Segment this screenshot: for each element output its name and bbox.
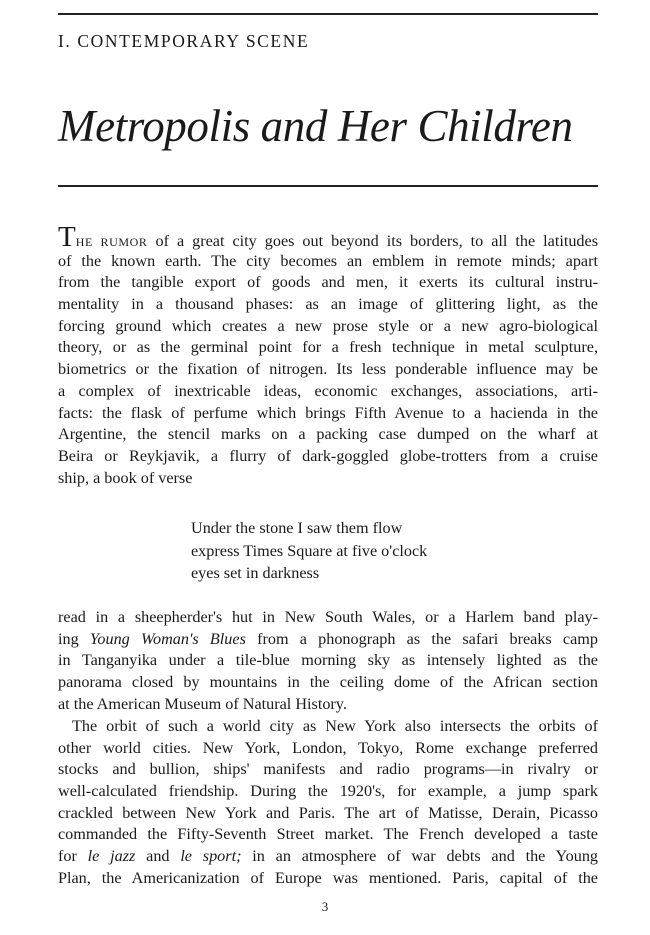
small-caps-opening: HE RUMOR bbox=[75, 235, 148, 249]
paragraph-line: ship, a book of verse bbox=[58, 468, 193, 487]
paragraph-line bbox=[58, 221, 598, 253]
paragraph-line: commanded the Fifty-Seventh Street market. The French developed a taste bbox=[58, 825, 598, 844]
paragraph-line: The orbit of such a world city as New York also intersects the orbits of bbox=[72, 717, 598, 735]
drop-cap: T bbox=[58, 221, 76, 253]
chapter-title: Metropolis and Her Children bbox=[58, 101, 573, 151]
verse-line: express Times Square at five o'clock bbox=[191, 541, 428, 560]
section-heading: I. CONTEMPORARY SCENE bbox=[58, 31, 310, 51]
verse-line: Under the stone I saw them flow bbox=[191, 519, 403, 537]
opening-line-text: of a great city goes out beyond its borders, to all the latitudes bbox=[147, 232, 598, 250]
paragraph-line: at the American Museum of Natural History. bbox=[58, 694, 347, 713]
italic-term: le jazz bbox=[87, 847, 136, 866]
text-run: ing bbox=[58, 629, 90, 648]
paragraph-line bbox=[58, 629, 598, 651]
paragraph-line: stocks and bullion, ships' manifests and radio programs—in rivalry or bbox=[58, 760, 598, 779]
paragraph-line: Plan, the Americanization of Europe was mentioned. Paris, capital of the bbox=[58, 868, 598, 887]
paragraph-line: read in a sheepherder's hut in New South Wales, or a Harlem band play- bbox=[58, 608, 598, 626]
verse-quote bbox=[191, 517, 427, 585]
paragraph-line: Argentine, the stencil marks on a packing case dumped on the wharf at bbox=[58, 425, 598, 444]
paragraph-line: of the known earth. The city becomes an emblem in remote minds; apart bbox=[58, 251, 598, 270]
paragraph-line: from the tangible export of goods and men, it exerts its cultural instru- bbox=[58, 273, 598, 292]
paragraph-line: well-calculated friendship. During the 1920's, for example, a jump spark bbox=[58, 782, 598, 801]
paragraph-line: a complex of inextricable ideas, economic exchanges, associations, arti- bbox=[58, 381, 598, 400]
paragraph-1 bbox=[58, 221, 598, 489]
text-run: for bbox=[58, 847, 88, 866]
italic-term: le sport; bbox=[180, 847, 242, 866]
paragraph-line: Beira or Reykjavik, a flurry of dark-goggled globe-trotters from a cruise bbox=[58, 446, 598, 465]
text-run: in an atmosphere of war debts and the Young bbox=[241, 847, 599, 866]
paragraph-line: forcing ground which creates a new prose style or a new agro-biological bbox=[58, 316, 598, 335]
paragraph-line: facts: the flask of perfume which brings Fifth Avenue to a hacienda in the bbox=[58, 403, 598, 422]
verse-line: eyes set in darkness bbox=[191, 564, 320, 582]
paragraph-line bbox=[58, 846, 598, 868]
paragraph-line: in Tanganyika under a tile-blue morning sky as intensely lighted as the bbox=[58, 651, 598, 670]
top-rule bbox=[58, 13, 598, 15]
title-rule bbox=[58, 185, 598, 187]
paragraph-line: mentality in a thousand phases: as an image of glittering light, as the bbox=[58, 295, 598, 314]
text-run: from a phonograph as the safari breaks camp bbox=[245, 629, 598, 648]
page-number: 3 bbox=[321, 899, 329, 914]
paragraph-line: crackled between New York and Paris. The art of Matisse, Derain, Picasso bbox=[58, 803, 598, 822]
paragraph-line: other world cities. New York, London, Tokyo, Rome exchange preferred bbox=[58, 738, 598, 757]
paragraph-line: biometrics or the fixation of nitrogen. Its less ponderable influence may be bbox=[58, 360, 598, 379]
paragraph-line: theory, or as the germinal point for a fresh technique in metal sculpture, bbox=[58, 338, 598, 357]
paragraph-1-continuation bbox=[58, 607, 598, 715]
song-title: Young Woman's Blues bbox=[89, 629, 246, 648]
paragraph-line: panorama closed by mountains in the ceiling dome of the African section bbox=[58, 673, 598, 692]
text-run: and bbox=[135, 847, 181, 866]
paragraph-2 bbox=[58, 716, 598, 890]
